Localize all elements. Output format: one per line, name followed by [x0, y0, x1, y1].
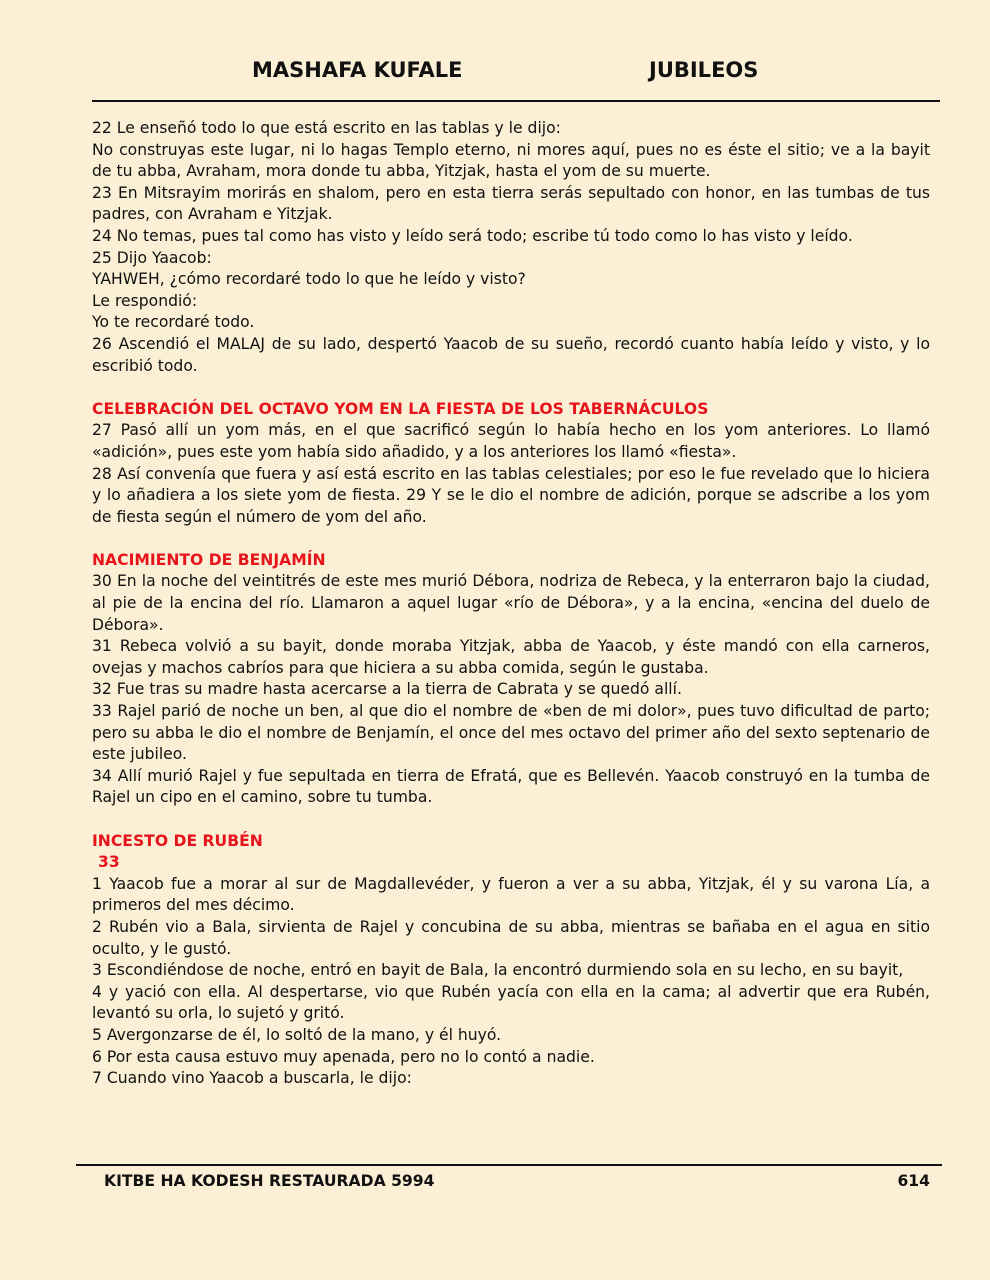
footer-book-title: KITBE HA KODESH RESTAURADA 5994: [104, 1172, 435, 1190]
verse-paragraph: 6 Por esta causa estuvo muy apenada, pero no lo contó a nadie.: [92, 1047, 595, 1066]
verse-paragraph: 3 Escondiéndose de noche, entró en bayit de Bala, la encontró durmiendo sola en su lecho, en su bayit,: [92, 961, 904, 980]
section-heading: INCESTO DE RUBÉN: [92, 831, 263, 850]
verse-paragraph: 1 Yaacob fue a morar al sur de Magdallevéder, y fueron a ver a su abba, Yitzjak, él y su varona Lía, a primeros del mes décimo.: [92, 874, 930, 915]
verse-paragraph: YAHWEH, ¿cómo recordaré todo lo que he leído y visto?: [92, 270, 526, 289]
footer-rule: [76, 1164, 942, 1166]
verse-paragraph: 25 Dijo Yaacob:: [92, 248, 212, 267]
paragraph-spacer: [92, 809, 930, 831]
header-left-title: MASHAFA KUFALE: [252, 58, 463, 82]
chapter-number: 33: [98, 853, 120, 872]
section-heading: NACIMIENTO DE BENJAMÍN: [92, 550, 326, 569]
verse-paragraph: 32 Fue tras su madre hasta acercarse a la tierra de Cabrata y se quedó allí.: [92, 680, 682, 699]
verse-paragraph: 31 Rebeca volvió a su bayit, donde moraba Yitzjak, abba de Yaacob, y éste mandó con ella carneros, ovejas y machos cabríos para que hiciera a su abba comida, según le gustaba.: [92, 637, 930, 677]
verse-paragraph: 2 Rubén vio a Bala, sirvienta de Rajel y concubina de su abba, mientras se bañaba en el agua en sitio oculto, y le gustó.: [92, 917, 930, 958]
verse-paragraph: 26 Ascendió el MALAJ de su lado, despertó Yaacob de su sueño, recordó cuanto había leído y visto, y lo escribió todo.: [92, 334, 930, 375]
page-number: 614: [897, 1172, 930, 1190]
paragraph-spacer: [92, 377, 930, 399]
verse-paragraph: 22 Le enseñó todo lo que está escrito en las tablas y le dijo:: [92, 119, 561, 137]
header-right-title: JUBILEOS: [649, 58, 759, 82]
verse-paragraph: No construyas este lugar, ni lo hagas Templo eterno, ni mores aquí, pues no es éste el sitio; ve a la bayit de tu abba, Avraham, mora donde tu abba, Yitzjak, hasta el yom de su muerte.: [92, 140, 930, 181]
verse-paragraph: 23 En Mitsrayim morirás en shalom, pero en esta tierra serás sepultado con honor, en las tumbas de tus padres, con Avraham e Yitzjak.: [92, 183, 930, 224]
verse-paragraph: 33 Rajel parió de noche un ben, al que dio el nombre de «ben de mi dolor», pues tuvo dificultad de parto; pero su abba le dio el nombre de Benjamín, el once del mes octavo del primer año del sexto septenario de este jubileo.: [92, 702, 930, 764]
verse-paragraph: 34 Allí murió Rajel y fue sepultada en tierra de Efratá, que es Bellevén. Yaacob construyó en la tumba de Rajel un cipo en el camino, sobre tu tumba.: [92, 766, 930, 807]
verse-paragraph: Yo te recordaré todo.: [92, 313, 255, 332]
paragraph-spacer: [92, 528, 930, 550]
header-rule: [92, 100, 940, 102]
verse-paragraph: Le respondió:: [92, 291, 198, 310]
verse-paragraph: 30 En la noche del veintitrés de este mes murió Débora, nodriza de Rebeca, y la enterraron bajo la ciudad, al pie de la encina del río. Llamaron a aquel lugar «río de Débora», y a la encina, «encina del duelo de Débora».: [92, 572, 930, 634]
verse-paragraph: 7 Cuando vino Yaacob a buscarla, le dijo:: [92, 1069, 412, 1088]
section-heading: CELEBRACIÓN DEL OCTAVO YOM EN LA FIESTA DE LOS TABERNÁCULOS: [92, 399, 709, 418]
verse-paragraph: 27 Pasó allí un yom más, en el que sacrificó según lo había hecho en los yom anteriores. Lo llamó «adición», pues este yom había sido añadido, y a los anteriores los llamó «fiesta».: [92, 421, 930, 461]
verse-paragraph: 4 y yació con ella. Al despertarse, vio que Rubén yacía con ella en la cama; al advertir que era Rubén, levantó su orla, lo sujetó y gritó.: [92, 982, 930, 1023]
verse-paragraph: 24 No temas, pues tal como has visto y leído será todo; escribe tú todo como lo has visto y leído.: [92, 226, 853, 245]
verse-paragraph: 28 Así convenía que fuera y así está escrito en las tablas celestiales; por eso le fue revelado que lo hiciera y lo añadiera a los siete yom de fiesta. 29 Y se le dio el nombre de adición, porque se adscribe a los yom de fiesta según el número de yom del año.: [92, 464, 930, 526]
verse-paragraph: 5 Avergonzarse de él, lo soltó de la mano, y él huyó.: [92, 1025, 502, 1044]
page-header: [92, 58, 940, 90]
body-text: [92, 118, 930, 1090]
